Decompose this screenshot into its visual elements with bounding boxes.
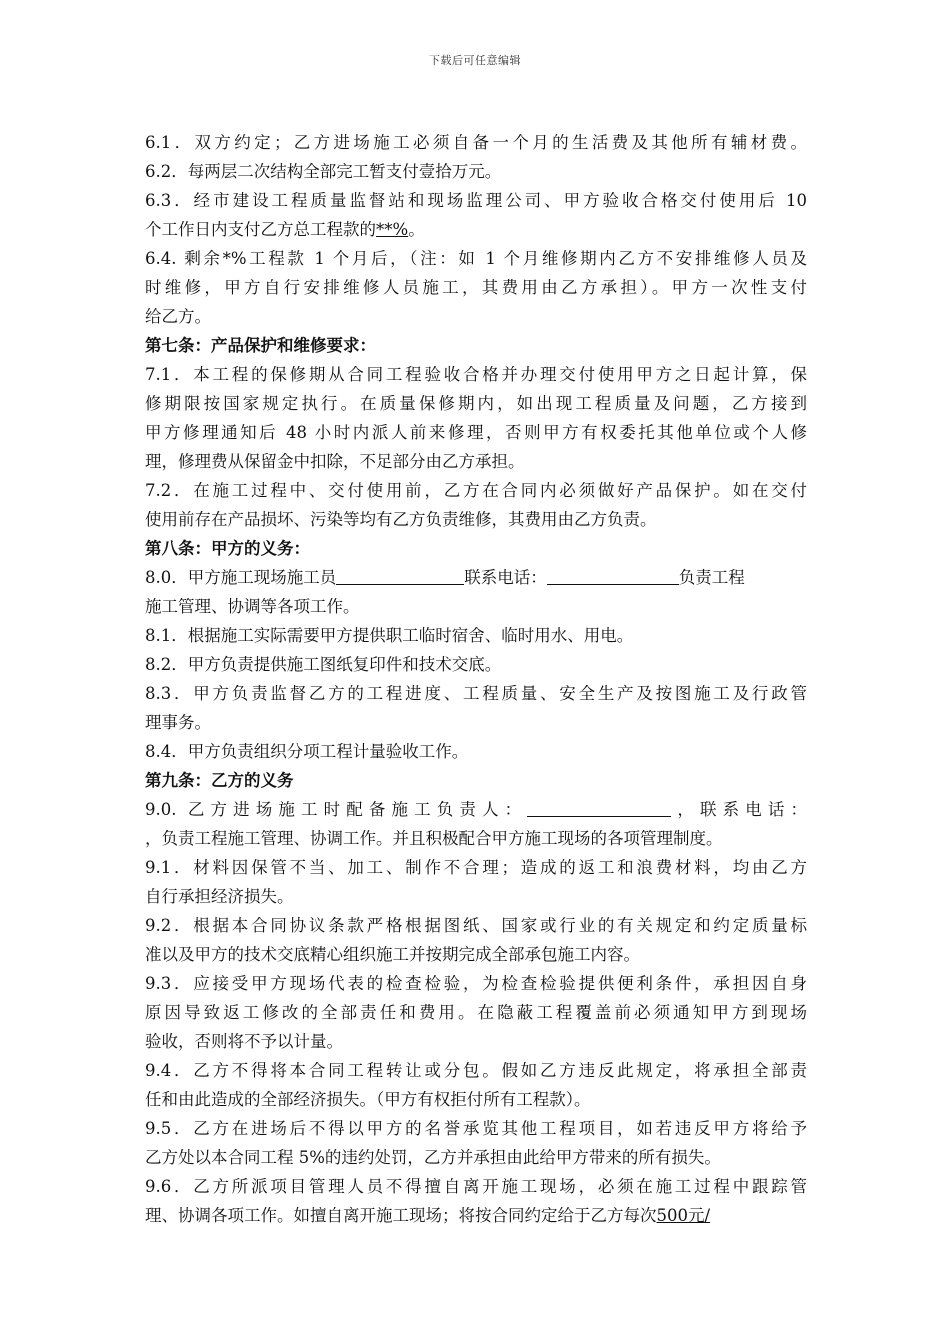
clause-9-3-line-1: 9.3．应接受甲方现场代表的检查检验，为检查检验提供便利条件，承担因自身 [145, 974, 807, 993]
clause-9-1-line-2: 自行承担经济损失。 [145, 887, 294, 906]
clause-9-0-line-2: ，负责工程施工管理、协调工作。并且积极配合甲方施工现场的各项管理制度。 [145, 829, 723, 848]
clause-6-3-text: 个工作日内支付乙方总工程款的 [145, 220, 376, 239]
clause-9-5-line-2: 乙方处以本合同工程 5%的违约处罚，乙方并承担由此给甲方带来的所有损失。 [145, 1148, 721, 1167]
clause-9-4-line-2: 任和由此造成的全部经济损失。（甲方有权拒付所有工程款）。 [145, 1090, 591, 1109]
clause-9-0-text: 9.0. 乙方进场施工时配备施工负责人： [145, 800, 528, 819]
clause-8-2: 8.2．甲方负责提供施工图纸复印件和技术交底。 [145, 655, 502, 674]
clause-6-3-end: 。 [408, 220, 425, 239]
clause-9-3-line-2: 原因导致返工修改的全部责任和费用。在隐蔽工程覆盖前必须通知甲方到现场 [145, 1003, 807, 1022]
clause-9-0-line-1 [145, 795, 807, 824]
section-8-heading: 第八条：甲方的义务： [145, 539, 310, 558]
clause-9-2-line-2: 准以及甲方的技术交底精心组织施工并按期完成全部承包施工内容。 [145, 945, 640, 964]
payment-percent-placeholder: **% [376, 220, 409, 239]
contact-phone-label-2: ，联系电话： [671, 800, 807, 819]
clause-8-0-line-2: 施工管理、协调等各项工作。 [145, 597, 360, 616]
penalty-unit: 元/ [688, 1206, 711, 1225]
contact-phone-blank [547, 566, 679, 585]
penalty-amount: 500 [656, 1206, 688, 1225]
clause-8-1: 8.1．根据施工实际需要甲方提供职工临时宿舍、临时用水、用电。 [145, 626, 634, 645]
clause-7-1-line-1: 7.1．本工程的保修期从合同工程验收合格并办理交付使用甲方之日起计算，保 [145, 365, 807, 384]
clause-6-1: 6.1．双方约定；乙方进场施工必须自备一个月的生活费及其他所有辅材费。 [145, 133, 807, 152]
clause-9-2-line-1: 9.2．根据本合同协议条款严格根据图纸、国家或行业的有关规定和约定质量标 [145, 916, 807, 935]
clause-9-4-line-1: 9.4．乙方不得将本合同工程转让或分包。假如乙方违反此规定，将承担全部责 [145, 1061, 807, 1080]
clause-9-6-text: 理、协调各项工作。如擅自离开施工现场；将按合同约定给于乙方每次 [145, 1206, 657, 1225]
clause-9-3-line-3: 验收，否则将不予以计量。 [145, 1032, 343, 1051]
clause-8-3-line-2: 理事务。 [145, 713, 211, 732]
contract-body [145, 128, 807, 1230]
clause-6-4-line-3: 给乙方。 [145, 307, 211, 326]
clause-7-2-line-1: 7.2．在施工过程中、交付使用前，乙方在合同内必须做好产品保护。如在交付 [145, 481, 807, 500]
clause-9-6-line-2 [145, 1201, 807, 1230]
clause-7-1-line-3: 甲方修理通知后 48 小时内派人前来修理，否则甲方有权委托其他单位或个人修 [145, 423, 807, 442]
clause-8-0-text: 8.0．甲方施工现场施工员 [145, 568, 337, 587]
clause-9-5-line-1: 9.5．乙方在进场后不得以甲方的名誉承览其他工程项目，如若违反甲方将给予 [145, 1119, 807, 1138]
clause-8-4: 8.4．甲方负责组织分项工程计量验收工作。 [145, 742, 469, 761]
clause-6-2: 6.2．每两层二次结构全部完工暂支付壹拾万元。 [145, 162, 502, 181]
clause-7-1-line-2: 修期限按国家规定执行。在质量保修期内，如出现工程质量及问题，乙方接到 [145, 394, 807, 413]
section-7-heading: 第七条：产品保护和维修要求： [145, 336, 376, 355]
clause-8-0-responsibility: 负责工程 [678, 568, 745, 587]
clause-6-3-line-2 [145, 215, 807, 244]
contact-phone-label: 联系电话： [464, 568, 547, 587]
clause-7-2-line-2: 使用前存在产品损坏、污染等均有乙方负责维修，其费用由乙方负责。 [145, 510, 657, 529]
responsible-person-blank [527, 798, 671, 817]
section-9-heading: 第九条：乙方的义务 [145, 771, 294, 790]
clause-7-1-line-4: 理，修理费从保留金中扣除，不足部分由乙方承担。 [145, 452, 525, 471]
clause-8-0-line-1 [145, 563, 807, 592]
clause-9-1-line-1: 9.1．材料因保管不当、加工、制作不合理；造成的返工和浪费材料，均由乙方 [145, 858, 807, 877]
clause-9-6-line-1: 9.6．乙方所派项目管理人员不得擅自离开施工现场，必须在施工过程中跟踪管 [145, 1177, 807, 1196]
clause-6-4-line-1: 6.4. 剩余*%工程款 1 个月后，（注：如 1 个月维修期内乙方不安排维修人员及 [145, 249, 807, 268]
clause-8-3-line-1: 8.3．甲方负责监督乙方的工程进度、工程质量、安全生产及按图施工及行政管 [145, 684, 807, 703]
page-header-note: 下载后可任意编辑 [429, 54, 521, 67]
clause-6-3-line-1: 6.3．经市建设工程质量监督站和现场监理公司、甲方验收合格交付使用后 10 [145, 191, 807, 210]
site-staff-blank [336, 566, 464, 585]
clause-6-4-line-2: 时维修，甲方自行安排维修人员施工，其费用由乙方承担）。甲方一次性支付 [145, 278, 807, 297]
